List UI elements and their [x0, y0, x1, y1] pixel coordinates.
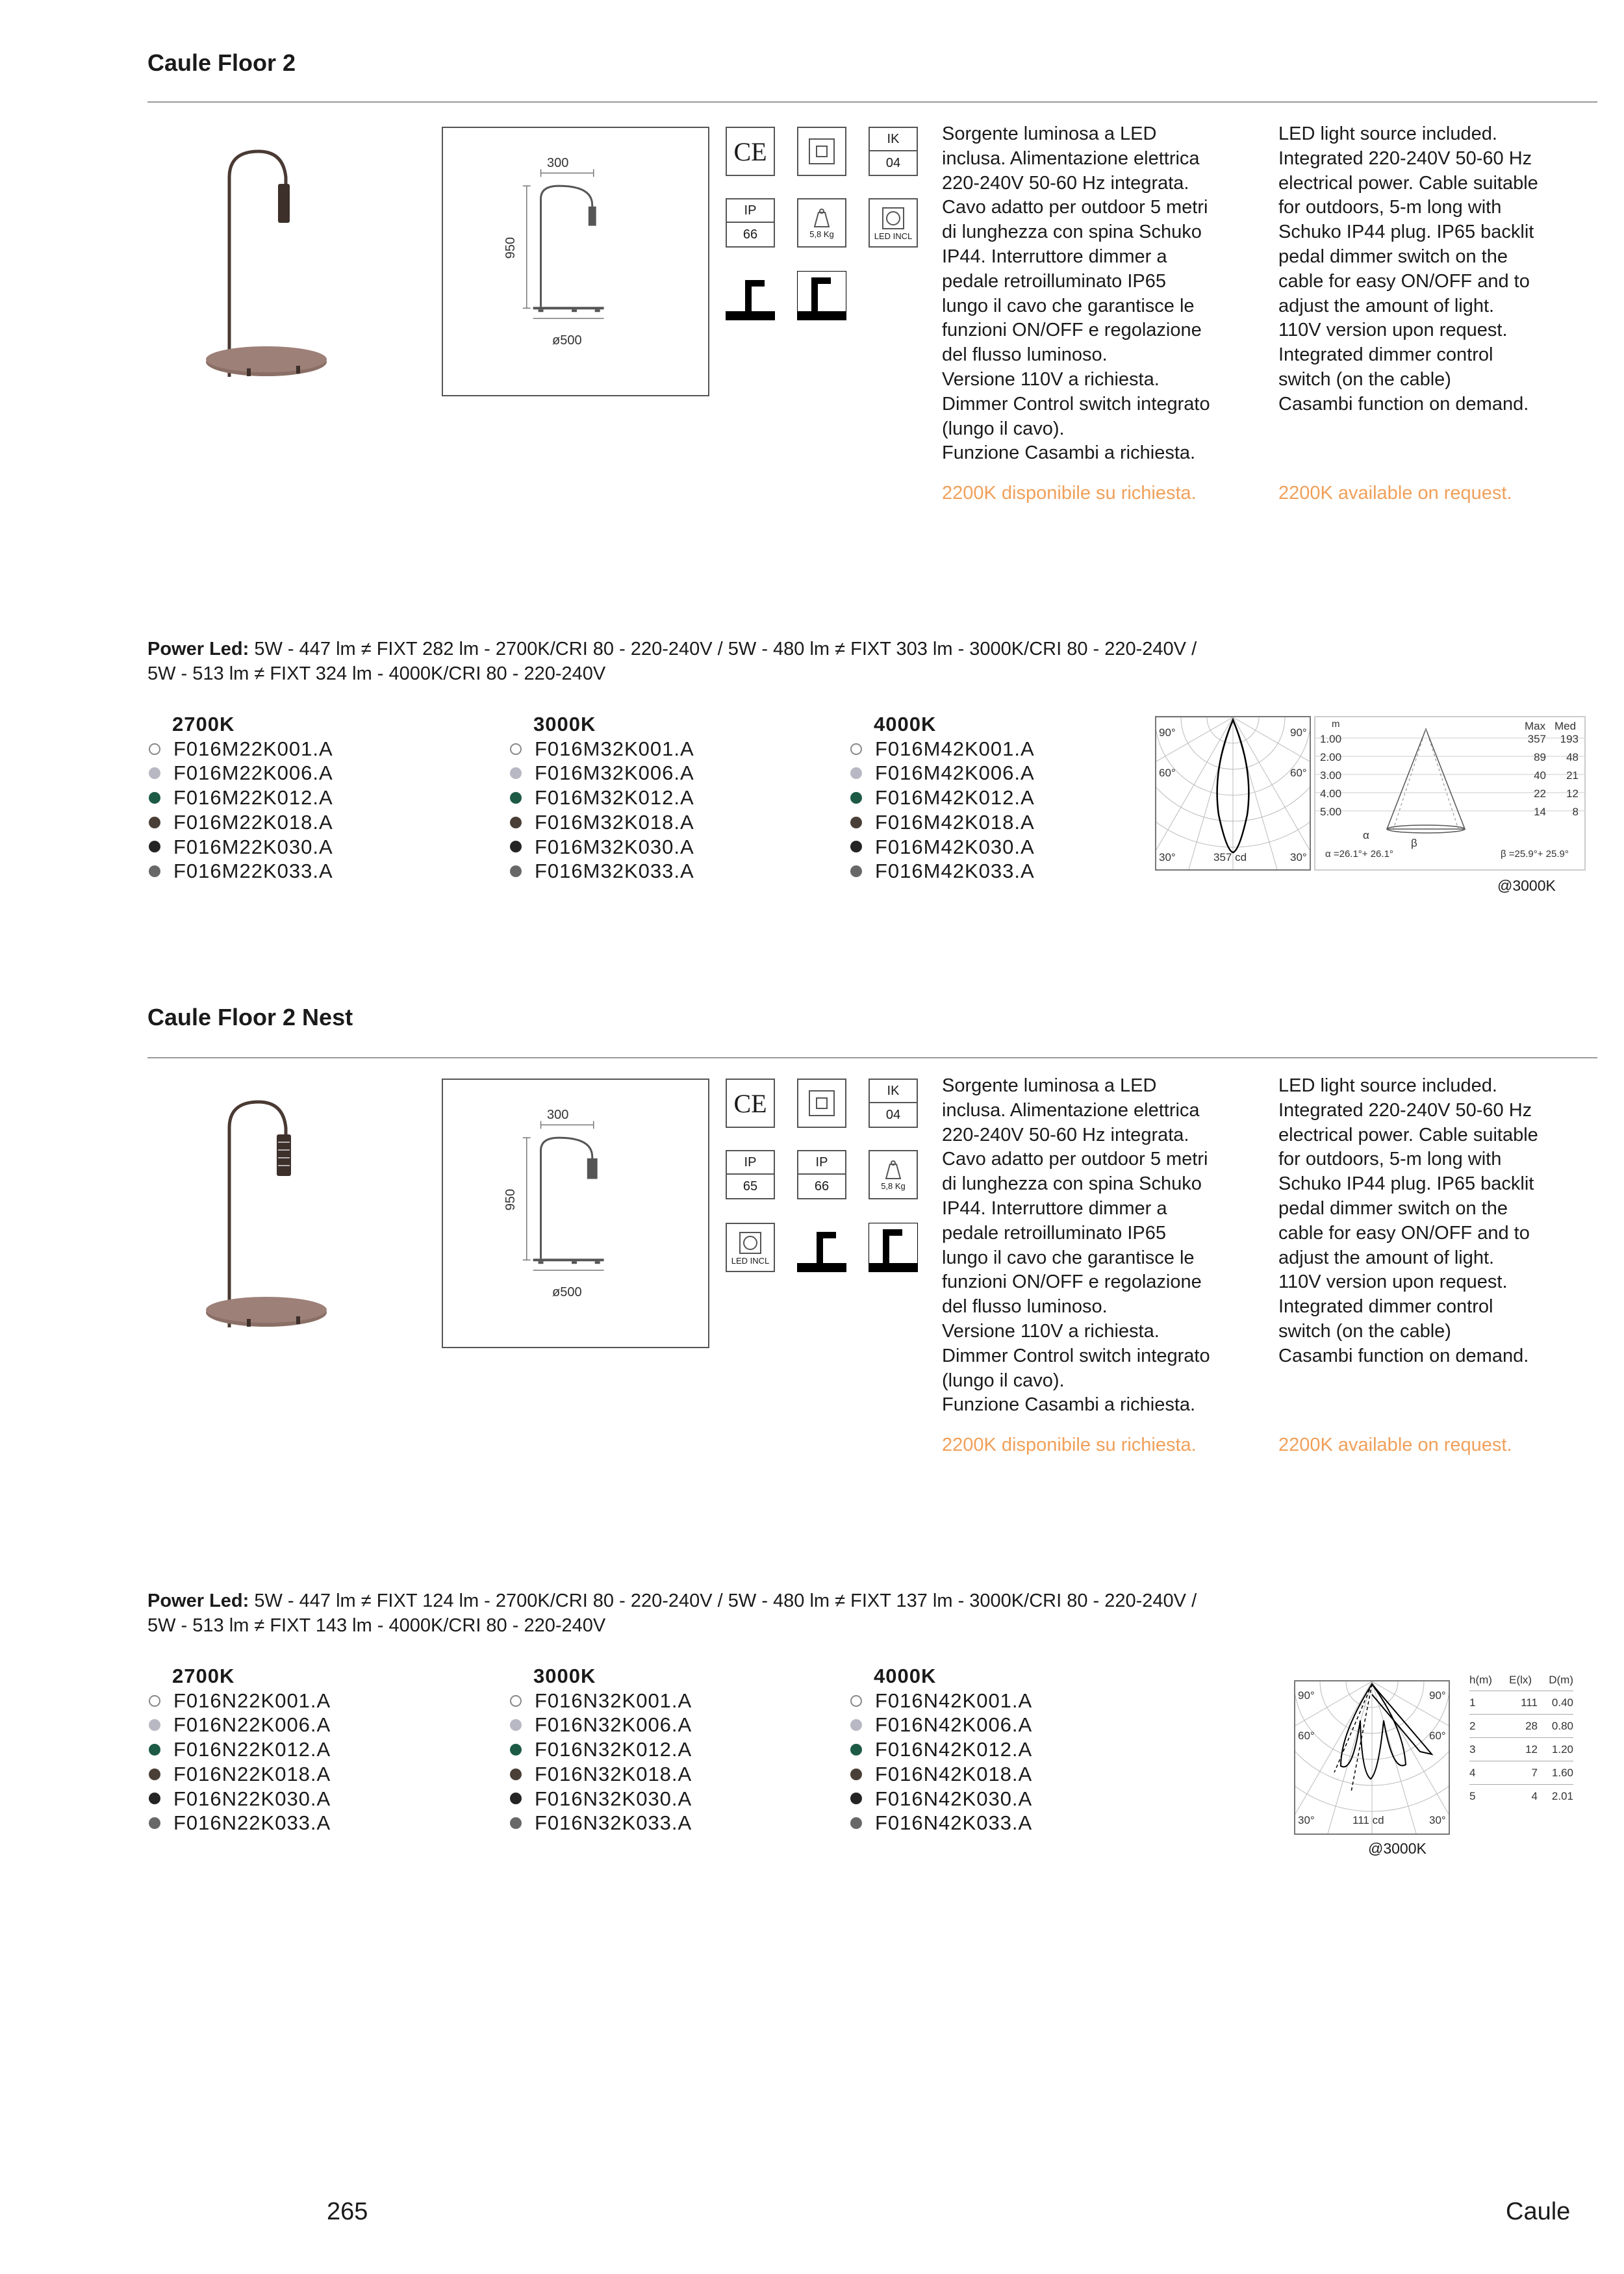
beta-label: β: [1411, 837, 1417, 849]
finish-color-dot: [850, 1695, 862, 1707]
brand-name: Caule: [1506, 2198, 1571, 2225]
description-en: LED light source included. Integrated 220-240V 50-60 Hz electrical power. Cable suitable for outdoors, 5-m long with Schuko IP44 plug. IP65 backlit pedal dimmer switch on the cable for easy ON/OFF and to adjust the amount of light. 110V version upon request. Integrated dimmer control switch (on the cable) Casambi function on demand.: [1278, 1075, 1538, 1366]
code-row: F016M22K001.A: [147, 737, 333, 761]
code-column-2700k: 2700K F016M22K001.A F016M22K006.A F016M22K012.A F016M22K018.A F016M22K030.A F016M22K033.A: [147, 712, 333, 884]
dim-base: ø500: [552, 333, 582, 348]
finish-color-dot: [149, 1793, 160, 1804]
product-image: [174, 1084, 388, 1370]
class-ii-icon: [797, 127, 846, 176]
code-row: F016N42K001.A: [849, 1689, 1032, 1713]
finish-color-dot: [510, 767, 522, 779]
finish-color-dot: [850, 1744, 862, 1756]
dim-base: ø500: [552, 1285, 582, 1299]
finish-color-dot: [850, 767, 862, 779]
alpha-label: α: [1363, 829, 1369, 841]
cone-header: m: [1332, 719, 1340, 730]
polar-diagram: [1294, 1680, 1450, 1835]
dimension-drawing: [442, 1079, 709, 1348]
finish-color-dot: [149, 792, 160, 804]
angle-label: 60°: [1298, 1730, 1315, 1742]
table-row: 3 12 1.20: [1469, 1738, 1573, 1761]
code-row: F016M22K033.A: [147, 859, 333, 884]
finish-color-dot: [149, 1769, 160, 1780]
ik-rating-icon: IK 04: [869, 127, 918, 176]
beta-value: β =25.9°+ 25.9°: [1501, 849, 1569, 860]
divider: [147, 101, 1597, 103]
floor-mount-icon: [726, 271, 775, 320]
table-row: 1 111 0.40: [1469, 1691, 1573, 1715]
code-column-3000k: 3000K F016M32K001.A F016M32K006.A F016M32K012.A F016M32K018.A F016M32K030.A F016M32K033.A: [509, 712, 694, 884]
code-column-4000k: 4000K F016M42K001.A F016M42K006.A F016M42K012.A F016M42K018.A F016M42K030.A F016M42K033.A: [849, 712, 1035, 884]
power-led-spec: Power Led: 5W - 447 lm ≠ FIXT 282 lm - 2700K/CRI 80 - 220-240V / 5W - 480 lm ≠ FIXT 303 lm - 3000K/CRI 80 - 220-240V / 5W - 513 lm ≠ FIXT 324 lm - 4000K/CRI 80 - 220-240V: [147, 639, 1197, 684]
finish-color-dot: [850, 1817, 862, 1829]
code-row: F016N42K030.A: [849, 1787, 1032, 1811]
code-row: F016N22K012.A: [147, 1737, 331, 1762]
divider: [147, 1057, 1597, 1058]
code-row: F016N32K030.A: [509, 1787, 692, 1811]
dim-width: 300: [547, 1108, 569, 1122]
reference-temp: @3000K: [1368, 1840, 1427, 1857]
finish-color-dot: [510, 743, 522, 755]
note-en: 2200K available on request.: [1278, 1435, 1512, 1455]
code-column-2700k: 2700K F016N22K001.A F016N22K006.A F016N22K012.A F016N22K018.A F016N22K030.A F016N22K033.A: [147, 1664, 331, 1835]
finish-color-dot: [850, 743, 862, 755]
finish-color-dot: [149, 1744, 160, 1756]
finish-color-dot: [850, 817, 862, 828]
ip-rating-icon: IP 65: [726, 1150, 775, 1199]
finish-color-dot: [850, 1793, 862, 1804]
angle-label: 90°: [1429, 1689, 1446, 1702]
code-row: F016M42K018.A: [849, 810, 1035, 835]
code-row: F016N32K018.A: [509, 1762, 692, 1787]
code-row: F016M22K018.A: [147, 810, 333, 835]
reference-temp: @3000K: [1497, 877, 1556, 894]
finish-color-dot: [850, 1769, 862, 1780]
class-ii-icon: [797, 1079, 846, 1128]
ip-rating-icon: IP 66: [797, 1150, 846, 1199]
finish-color-dot: [149, 1695, 160, 1707]
description-it: Sorgente luminosa a LED inclusa. Alimentazione elettrica 220-240V 50-60 Hz integrata. Cavo adatto per outdoor 5 metri di lunghezza con spina Schuko IP44. Interruttore dimmer a pedale retroilluminato IP65 lungo il cavo che garantisce le funzioni ON/OFF e regolazione del flusso luminoso. Versione 110V a richiesta. Dimmer Control switch integrato (lungo il cavo). Funzione Casambi a richiesta.: [942, 123, 1210, 464]
description-en: LED light source included. Integrated 220-240V 50-60 Hz electrical power. Cable suitable for outdoors, 5-m long with Schuko IP44 plug. IP65 backlit pedal dimmer switch on the cable for easy ON/OFF and to adjust the amount of light. 110V version upon request. Integrated dimmer control switch (on the cable) Casambi function on demand.: [1278, 123, 1538, 415]
angle-label: 30°: [1290, 851, 1307, 863]
code-row: F016M32K001.A: [509, 737, 694, 761]
cone-rows-med: 193 48 21 12 8: [1560, 733, 1579, 818]
code-row: F016M32K018.A: [509, 810, 694, 835]
angle-label: 30°: [1159, 851, 1176, 863]
code-row: F016M42K001.A: [849, 737, 1035, 761]
ik-rating-icon: IK 04: [869, 1079, 918, 1128]
finish-color-dot: [510, 817, 522, 828]
code-row: F016M22K012.A: [147, 786, 333, 810]
code-row: F016N32K033.A: [509, 1811, 692, 1835]
angle-label: 30°: [1429, 1814, 1446, 1826]
code-row: F016N42K018.A: [849, 1762, 1032, 1787]
finish-color-dot: [510, 792, 522, 804]
finish-color-dot: [510, 1719, 522, 1731]
note-it: 2200K disponibile su richiesta.: [942, 1435, 1197, 1455]
code-row: F016M32K012.A: [509, 786, 694, 810]
code-column-3000k: 3000K F016N32K001.A F016N32K006.A F016N32K012.A F016N32K018.A F016N32K030.A F016N32K033.A: [509, 1664, 692, 1835]
angle-label: 30°: [1298, 1814, 1315, 1826]
finish-color-dot: [850, 841, 862, 852]
code-row: F016N32K012.A: [509, 1737, 692, 1762]
product-image: [174, 133, 388, 419]
code-row: F016N22K033.A: [147, 1811, 331, 1835]
dim-height: 950: [503, 1188, 518, 1211]
finish-color-dot: [510, 1793, 522, 1804]
note-en: 2200K available on request.: [1278, 483, 1512, 504]
finish-color-dot: [510, 865, 522, 877]
code-row: F016M42K030.A: [849, 835, 1035, 860]
finish-color-dot: [510, 1695, 522, 1707]
finish-color-dot: [149, 1719, 160, 1731]
dim-width: 300: [547, 156, 569, 170]
ce-icon: CE: [726, 1079, 775, 1128]
dim-height: 950: [503, 236, 518, 259]
cone-header: Med: [1554, 720, 1577, 732]
polar-diagram: [1155, 716, 1311, 871]
dimension-drawing: [442, 127, 709, 396]
candela-label: 111 cd: [1352, 1814, 1384, 1826]
code-row: F016M32K030.A: [509, 835, 694, 860]
angle-label: 90°: [1159, 726, 1176, 739]
code-row: F016M42K033.A: [849, 859, 1035, 884]
weight-icon: 5,8 Kg: [797, 198, 846, 248]
finish-color-dot: [149, 767, 160, 779]
code-row: F016N22K006.A: [147, 1713, 331, 1737]
illuminance-table: h(m) E(lx) D(m) 1 111 0.40 2 28 0.80 3 12 1.20 4 7 1.60 5 4 2.01: [1469, 1674, 1573, 1808]
cone-header: Max: [1525, 720, 1546, 732]
table-row: 4 7 1.60: [1469, 1761, 1573, 1785]
finish-color-dot: [510, 1769, 522, 1780]
finish-color-dot: [850, 792, 862, 804]
code-row: F016M22K006.A: [147, 761, 333, 786]
table-row: 2 28 0.80: [1469, 1715, 1573, 1738]
finish-color-dot: [510, 1744, 522, 1756]
power-led-spec: Power Led: 5W - 447 lm ≠ FIXT 124 lm - 2700K/CRI 80 - 220-240V / 5W - 480 lm ≠ FIXT 137 lm - 3000K/CRI 80 - 220-240V / 5W - 513 lm ≠ FIXT 143 lm - 4000K/CRI 80 - 220-240V: [147, 1591, 1197, 1636]
finish-color-dot: [850, 1719, 862, 1731]
code-row: F016N42K006.A: [849, 1713, 1032, 1737]
angle-label: 60°: [1159, 767, 1176, 779]
note-it: 2200K disponibile su richiesta.: [942, 483, 1197, 504]
outdoor-mount-icon: [797, 271, 846, 320]
led-included-icon: LED INCL: [726, 1223, 775, 1272]
candela-label: 357 cd: [1213, 851, 1247, 863]
code-row: F016N42K012.A: [849, 1737, 1032, 1762]
led-included-icon: LED INCL: [869, 198, 918, 248]
finish-color-dot: [149, 743, 160, 755]
finish-color-dot: [510, 841, 522, 852]
finish-color-dot: [149, 865, 160, 877]
code-row: F016M42K012.A: [849, 786, 1035, 810]
code-row: F016M32K006.A: [509, 761, 694, 786]
finish-color-dot: [149, 841, 160, 852]
description-it: Sorgente luminosa a LED inclusa. Alimentazione elettrica 220-240V 50-60 Hz integrata. Cavo adatto per outdoor 5 metri di lunghezza con spina Schuko IP44. Interruttore dimmer a pedale retroilluminato IP65 lungo il cavo che garantisce le funzioni ON/OFF e regolazione del flusso luminoso. Versione 110V a richiesta. Dimmer Control switch integrato (lungo il cavo). Funzione Casambi a richiesta.: [942, 1075, 1210, 1416]
outdoor-mount-icon: [869, 1223, 918, 1272]
finish-color-dot: [850, 865, 862, 877]
code-row: F016M22K030.A: [147, 835, 333, 860]
code-row: F016M42K006.A: [849, 761, 1035, 786]
angle-label: 90°: [1298, 1689, 1315, 1702]
page-number: 265: [327, 2198, 368, 2225]
angle-label: 90°: [1290, 726, 1307, 739]
code-column-4000k: 4000K F016N42K001.A F016N42K006.A F016N42K012.A F016N42K018.A F016N42K030.A F016N42K033.A: [849, 1664, 1032, 1835]
angle-label: 60°: [1290, 767, 1307, 779]
cone-rows-max: 357 89 40 22 14: [1527, 733, 1546, 818]
code-row: F016M32K033.A: [509, 859, 694, 884]
code-row: F016N42K033.A: [849, 1811, 1032, 1835]
code-row: F016N32K001.A: [509, 1689, 692, 1713]
weight-icon: 5,8 Kg: [869, 1150, 918, 1199]
finish-color-dot: [149, 1817, 160, 1829]
code-row: F016N22K018.A: [147, 1762, 331, 1787]
floor-mount-icon: [797, 1223, 846, 1272]
finish-color-dot: [510, 1817, 522, 1829]
section-title: Caule Floor 2: [147, 49, 296, 76]
code-row: F016N22K001.A: [147, 1689, 331, 1713]
cone-rows-m: 1.00 2.00 3.00 4.00 5.00: [1320, 733, 1342, 818]
finish-color-dot: [149, 817, 160, 828]
section-title: Caule Floor 2 Nest: [147, 1004, 353, 1030]
ip-rating-icon: IP 66: [726, 198, 775, 248]
code-row: F016N22K030.A: [147, 1787, 331, 1811]
table-row: 5 4 2.01: [1469, 1789, 1573, 1802]
code-row: F016N32K006.A: [509, 1713, 692, 1737]
ce-icon: CE: [726, 127, 775, 176]
alpha-value: α =26.1°+ 26.1°: [1325, 849, 1393, 860]
angle-label: 60°: [1429, 1730, 1446, 1742]
